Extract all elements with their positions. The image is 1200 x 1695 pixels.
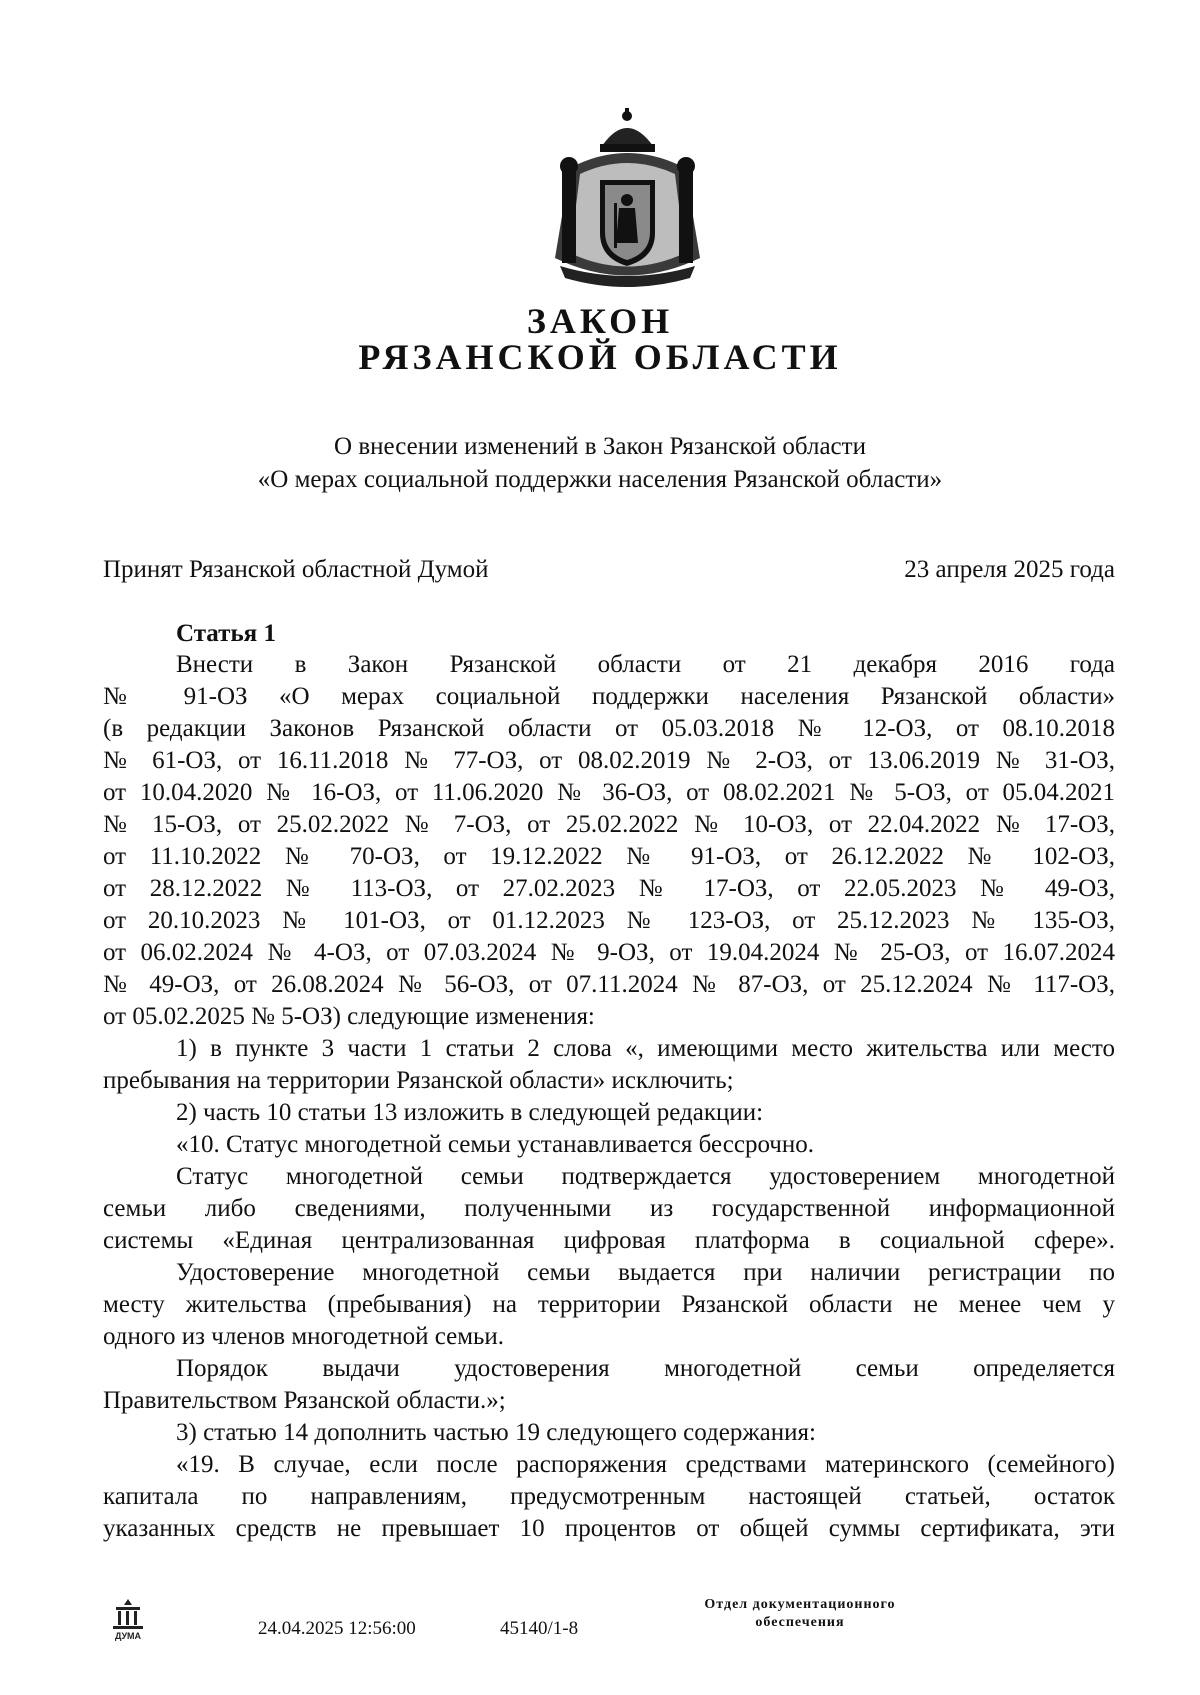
coat-of-arms-emblem [540, 108, 715, 293]
document-subject-line-2: «О мерах социальной поддержки населения Рязанской области» [257, 466, 943, 493]
article-line: от 06.02.2024 № 4-ОЗ, от 07.03.2024 № 9-ОЗ, от 19.04.2024 № 25-ОЗ, от 16.07.2024 [103, 939, 1115, 966]
article-line: № 61-ОЗ, от 16.11.2018 № 77-ОЗ, от 08.02.2019 № 2-ОЗ, от 13.06.2019 № 31-ОЗ, [103, 747, 1115, 774]
document-title-law: ЗАКОН [526, 301, 674, 341]
footer-doc-number: 45140/1-8 [500, 1618, 579, 1639]
article-line: 2) часть 10 статьи 13 изложить в следующей редакции: [176, 1099, 764, 1126]
footer-department [660, 1596, 940, 1632]
article-line: указанных средств не превышает 10 процентов от общей суммы сертификата, эти [103, 1515, 1115, 1542]
footer-department-line-2: обеспечения [755, 1615, 845, 1630]
article-line: от 11.10.2022 № 70-ОЗ, от 19.12.2022 № 91-ОЗ, от 26.12.2022 № 102-ОЗ, [103, 843, 1115, 870]
article-line: «10. Статус многодетной семьи устанавливается бессрочно. [176, 1131, 815, 1158]
article-line: от 20.10.2023 № 101-ОЗ, от 01.12.2023 № 123-ОЗ, от 25.12.2023 № 135-ОЗ, [103, 907, 1115, 934]
article-line: (в редакции Законов Рязанской области от 05.03.2018 № 12-ОЗ, от 08.10.2018 [103, 715, 1115, 742]
article-line: 3) статью 14 дополнить частью 19 следующего содержания: [176, 1419, 816, 1446]
article-line: № 49-ОЗ, от 26.08.2024 № 56-ОЗ, от 07.11.2024 № 87-ОЗ, от 25.12.2024 № 117-ОЗ, [103, 971, 1115, 998]
document-title-region: РЯЗАНСКОЙ ОБЛАСТИ [358, 337, 842, 377]
article-line: № 91-ОЗ «О мерах социальной поддержки населения Рязанской области» [103, 683, 1115, 710]
article-line: 1) в пункте 3 части 1 статьи 2 слова «, имеющими место жительства или место [176, 1035, 1115, 1062]
footer-timestamp: 24.04.2025 12:56:00 [258, 1618, 416, 1639]
article-line: одного из членов многодетной семьи. [103, 1323, 505, 1350]
article-line: месту жительства (пребывания) на территории Рязанской области не менее чем у [103, 1291, 1115, 1318]
article-line: от 28.12.2022 № 113-ОЗ, от 27.02.2023 № 17-ОЗ, от 22.05.2023 № 49-ОЗ, [103, 875, 1115, 902]
footer-department-line-1: Отдел документационного [704, 1597, 896, 1612]
duma-logo-icon [108, 1597, 148, 1645]
article-title: Статья 1 [176, 620, 276, 647]
adopted-by: Принят Рязанской областной Думой [103, 556, 489, 583]
document-subject-line-1: О внесении изменений в Закон Рязанской области [334, 433, 866, 460]
article-line: капитала по направлениям, предусмотренным настоящей статьей, остаток [103, 1483, 1115, 1510]
article-line: Статус многодетной семьи подтверждается удостоверением многодетной [176, 1163, 1115, 1190]
article-line: «19. В случае, если после распоряжения средствами материнского (семейного) [176, 1451, 1115, 1478]
article-line: от 05.02.2025 № 5-ОЗ) следующие изменения: [103, 1003, 595, 1030]
adopted-date: 23 апреля 2025 года [904, 556, 1115, 583]
article-line: № 15-ОЗ, от 25.02.2022 № 7-ОЗ, от 25.02.2022 № 10-ОЗ, от 22.04.2022 № 17-ОЗ, [103, 811, 1115, 838]
article-line: пребывания на территории Рязанской области» исключить; [103, 1067, 734, 1094]
article-line: от 10.04.2020 № 16-ОЗ, от 11.06.2020 № 36-ОЗ, от 08.02.2021 № 5-ОЗ, от 05.04.2021 [103, 779, 1115, 806]
article-line: семьи либо сведениями, полученными из государственной информационной [103, 1195, 1115, 1222]
article-line: Порядок выдачи удостоверения многодетной семьи определяется [176, 1355, 1115, 1382]
article-line: Правительством Рязанской области.»; [103, 1387, 506, 1414]
duma-logo-text: ДУМА [114, 1631, 142, 1641]
article-line: системы «Единая централизованная цифровая платформа в социальной сфере». [103, 1227, 1115, 1254]
article-line: Внести в Закон Рязанской области от 21 декабря 2016 года [176, 651, 1115, 678]
article-line: Удостоверение многодетной семьи выдается при наличии регистрации по [176, 1259, 1115, 1286]
